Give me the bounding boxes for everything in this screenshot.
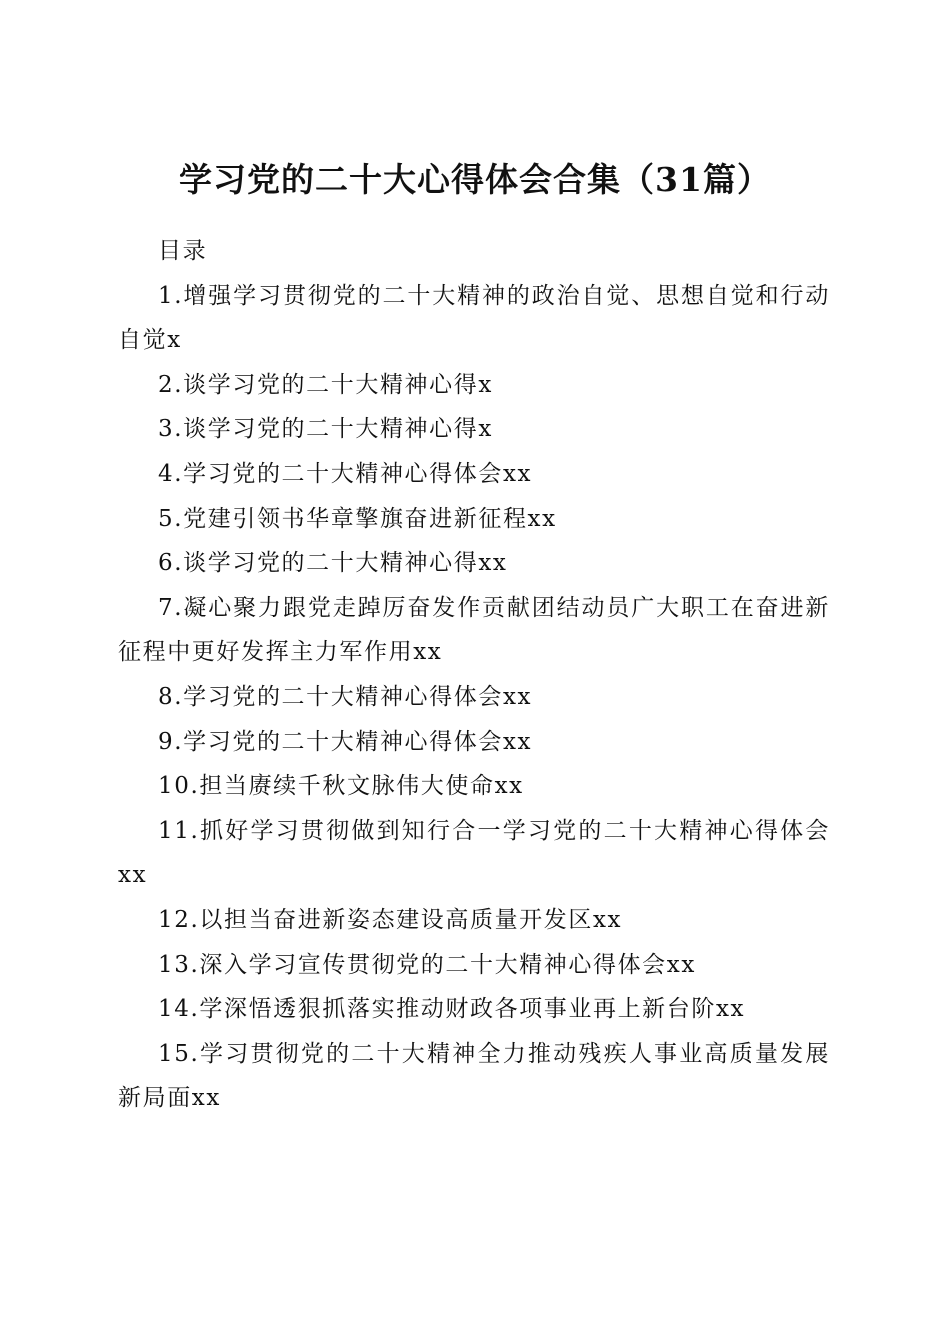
document-title: 学习党的二十大心得体会合集（31篇） <box>179 160 771 200</box>
toc-item-5: 5.党建引领书华章擎旗奋进新征程xx <box>158 505 557 532</box>
toc-item-6: 6.谈学习党的二十大精神心得xx <box>158 550 508 577</box>
toc-list <box>118 274 830 1121</box>
toc-item-12: 12.以担当奋进新姿态建设高质量开发区xx <box>158 906 623 933</box>
toc-item-15: 15.学习贯彻党的二十大精神全力推动残疾人事业高质量发展新局面xx <box>118 1040 830 1112</box>
toc-item-7: 7.凝心聚力跟党走踔厉奋发作贡献团结动员广大职工在奋进新征程中更好发挥主力军作用xx <box>118 594 830 666</box>
toc-item-2: 2.谈学习党的二十大精神心得x <box>158 371 493 398</box>
toc-item-8: 8.学习党的二十大精神心得体会xx <box>158 683 533 710</box>
toc-item-1: 1.增强学习贯彻党的二十大精神的政治自觉、思想自觉和行动自觉x <box>118 282 830 354</box>
toc-item-13: 13.深入学习宣传贯彻党的二十大精神心得体会xx <box>158 951 696 978</box>
toc-heading: 目录 <box>158 238 208 264</box>
toc-item-9: 9.学习党的二十大精神心得体会xx <box>158 728 533 755</box>
toc-item-11: 11.抓好学习贯彻做到知行合一学习党的二十大精神心得体会xx <box>118 817 830 889</box>
toc-item-4: 4.学习党的二十大精神心得体会xx <box>158 460 533 487</box>
toc-item-10: 10.担当赓续千秋文脉伟大使命xx <box>158 773 524 800</box>
table-of-contents <box>118 229 830 1121</box>
toc-item-3: 3.谈学习党的二十大精神心得x <box>158 416 493 443</box>
toc-item-14: 14.学深悟透狠抓落实推动财政各项事业再上新台阶xx <box>158 996 746 1023</box>
